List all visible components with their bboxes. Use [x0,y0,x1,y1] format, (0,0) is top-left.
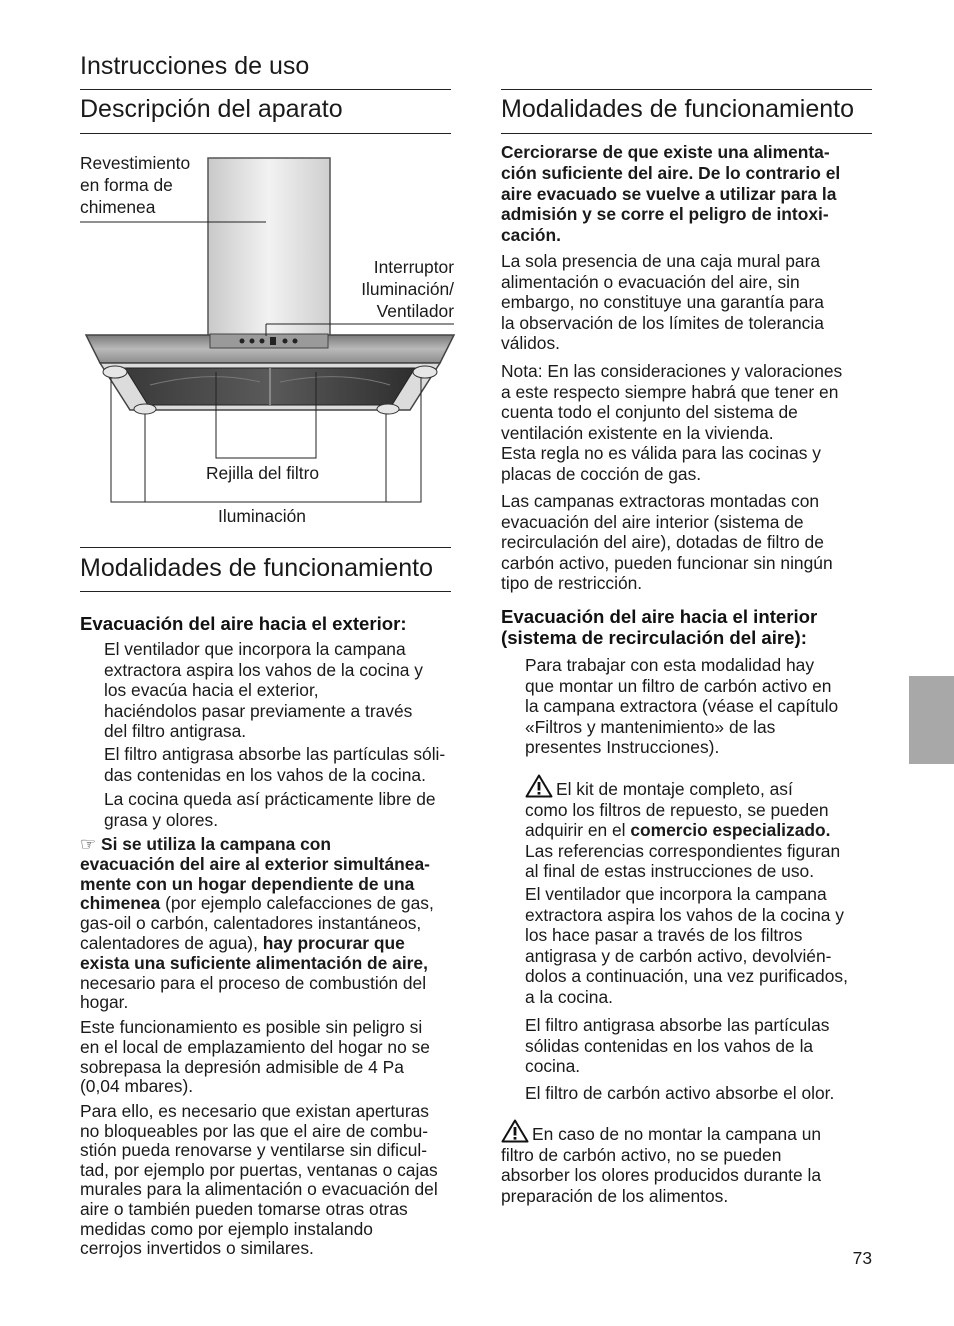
label-switch: Interruptor Iluminación/ Ventilador [361,257,454,321]
divider [80,89,451,90]
paragraph-ext-1: El ventilador que incorpora la campana extractora aspira los vahos de la cocina y los evacúa hacia el exterior, haciéndolos pasar previamente a través del filtro antigrasa. [104,639,423,742]
heading-exterior: Evacuación del aire hacia el exterior: [80,613,407,634]
divider [80,547,451,548]
paragraph-right-1: La sola presencia de una caja mural para alimentación o evacuación del aire, sin embargo, no constituye una garantía para la observación de los límites de tolerancia válidos. [501,251,824,354]
paragraph-right-2: Nota: En las consideraciones y valoraciones a este respecto siempre habrá que tener en cuenta todo el conjunto del sistema de ventilación existente en la vivienda. Esta regla no es válida para las cocinas y placas de cocción de gas. [501,361,843,484]
note-chimney: ☞ Si se utiliza la campana con evacuación del aire al exterior simultánea- mente con un hogar dependiente de una chimenea (por ejemplo calefacciones de gas, gas-oil o carbón, calentadores instantáneos, calentadores de agua), hay procurar que exista una suficiente alimentación de aire, necesario para el proceso de combustión del hogar. [80,834,434,1013]
pointing-hand-icon: ☞ [80,834,97,854]
warning-triangle-icon [501,1119,529,1143]
paragraph-right-3: Las campanas extractoras montadas con evacuación del aire interior (sistema de recirculación del aire), dotadas de filtro de carbón activo, pueden funcionar sin ningún tipo de restricción. [501,491,833,594]
warning-triangle-icon [525,774,553,798]
paragraph-warning-2: En caso de no montar la campana un filtro de carbón activo, no se pueden absorber los olores producidos durante la preparación de los alimentos. [501,1111,881,1206]
label-filter: Rejilla del filtro [206,463,320,483]
section-title-modes-right: Modalidades de funcionamiento [501,95,855,123]
hood-illustration [80,150,460,510]
section-title-description: Descripción del aparato [80,95,343,123]
paragraph-kit: El kit de montaje completo, así como los filtros de repuesto, se pueden adquirir en el comercio especializado. Las referencias correspondientes figuran al final de estas instrucciones de uso. [525,766,885,882]
paragraph-openings: Para ello, es necesario que existan aperturas no bloqueables por las que el aire de combu- stión pueda renovarse y ventilarse sin dificul- tad, por ejemplo por puertas, ventanas o cajas murales para la alimentación o evacuación del aire o también pueden tomarse otras otras medidas como por ejemplo instalando cerrojos invertidos o similares. [80,1101,438,1259]
divider [80,591,451,592]
document-title: Instrucciones de uso [80,52,310,80]
section-title-modes-left: Modalidades de funcionamiento [80,554,434,582]
heading-interior: Evacuación del aire hacia el interior (sistema de recirculación del aire): [501,606,818,648]
paragraph-int-2: El ventilador que incorpora la campana extractora aspira los vahos de la cocina y los hace pasar a través de los filtros antigrasa y de carbón activo, devolvién- dolos a continuación, una vez purificados, a la cocina. [525,884,848,1007]
divider [80,133,451,134]
warning-bold: Cerciorarse de que existe una alimenta- ción suficiente del aire. De lo contrario el aire evacuado se vuelve a utilizar para la admisión y se corre el peligro de intoxi- cación. [501,142,841,246]
label-chimney: Revestimiento en forma de chimenea [80,153,191,217]
paragraph-ext-3: La cocina queda así prácticamente libre de grasa y olores. [104,789,436,830]
paragraph-safe: Este funcionamiento es posible sin peligro si en el local de emplazamiento del hogar no se sobrepasa la depresión admisible de 4 Pa (0,04 mbares). [80,1017,430,1097]
paragraph-int-4: El filtro de carbón activo absorbe el olor. [525,1083,835,1103]
label-light: Iluminación [218,506,306,526]
paragraph-ext-2: El filtro antigrasa absorbe las partículas sóli- das contenidas en los vahos de la cocina. [104,744,446,785]
page-number: 73 [852,1248,872,1268]
divider [501,89,872,90]
divider [501,133,872,134]
chapter-tab [909,676,954,764]
paragraph-int-3: El filtro antigrasa absorbe las partículas sólidas contenidas en los vahos de la cocina. [525,1015,830,1077]
paragraph-int-1: Para trabajar con esta modalidad hay que montar un filtro de carbón activo en la campana extractora (véase el capítulo «Filtros y mantenimiento» de las presentes Instrucciones). [525,655,839,758]
